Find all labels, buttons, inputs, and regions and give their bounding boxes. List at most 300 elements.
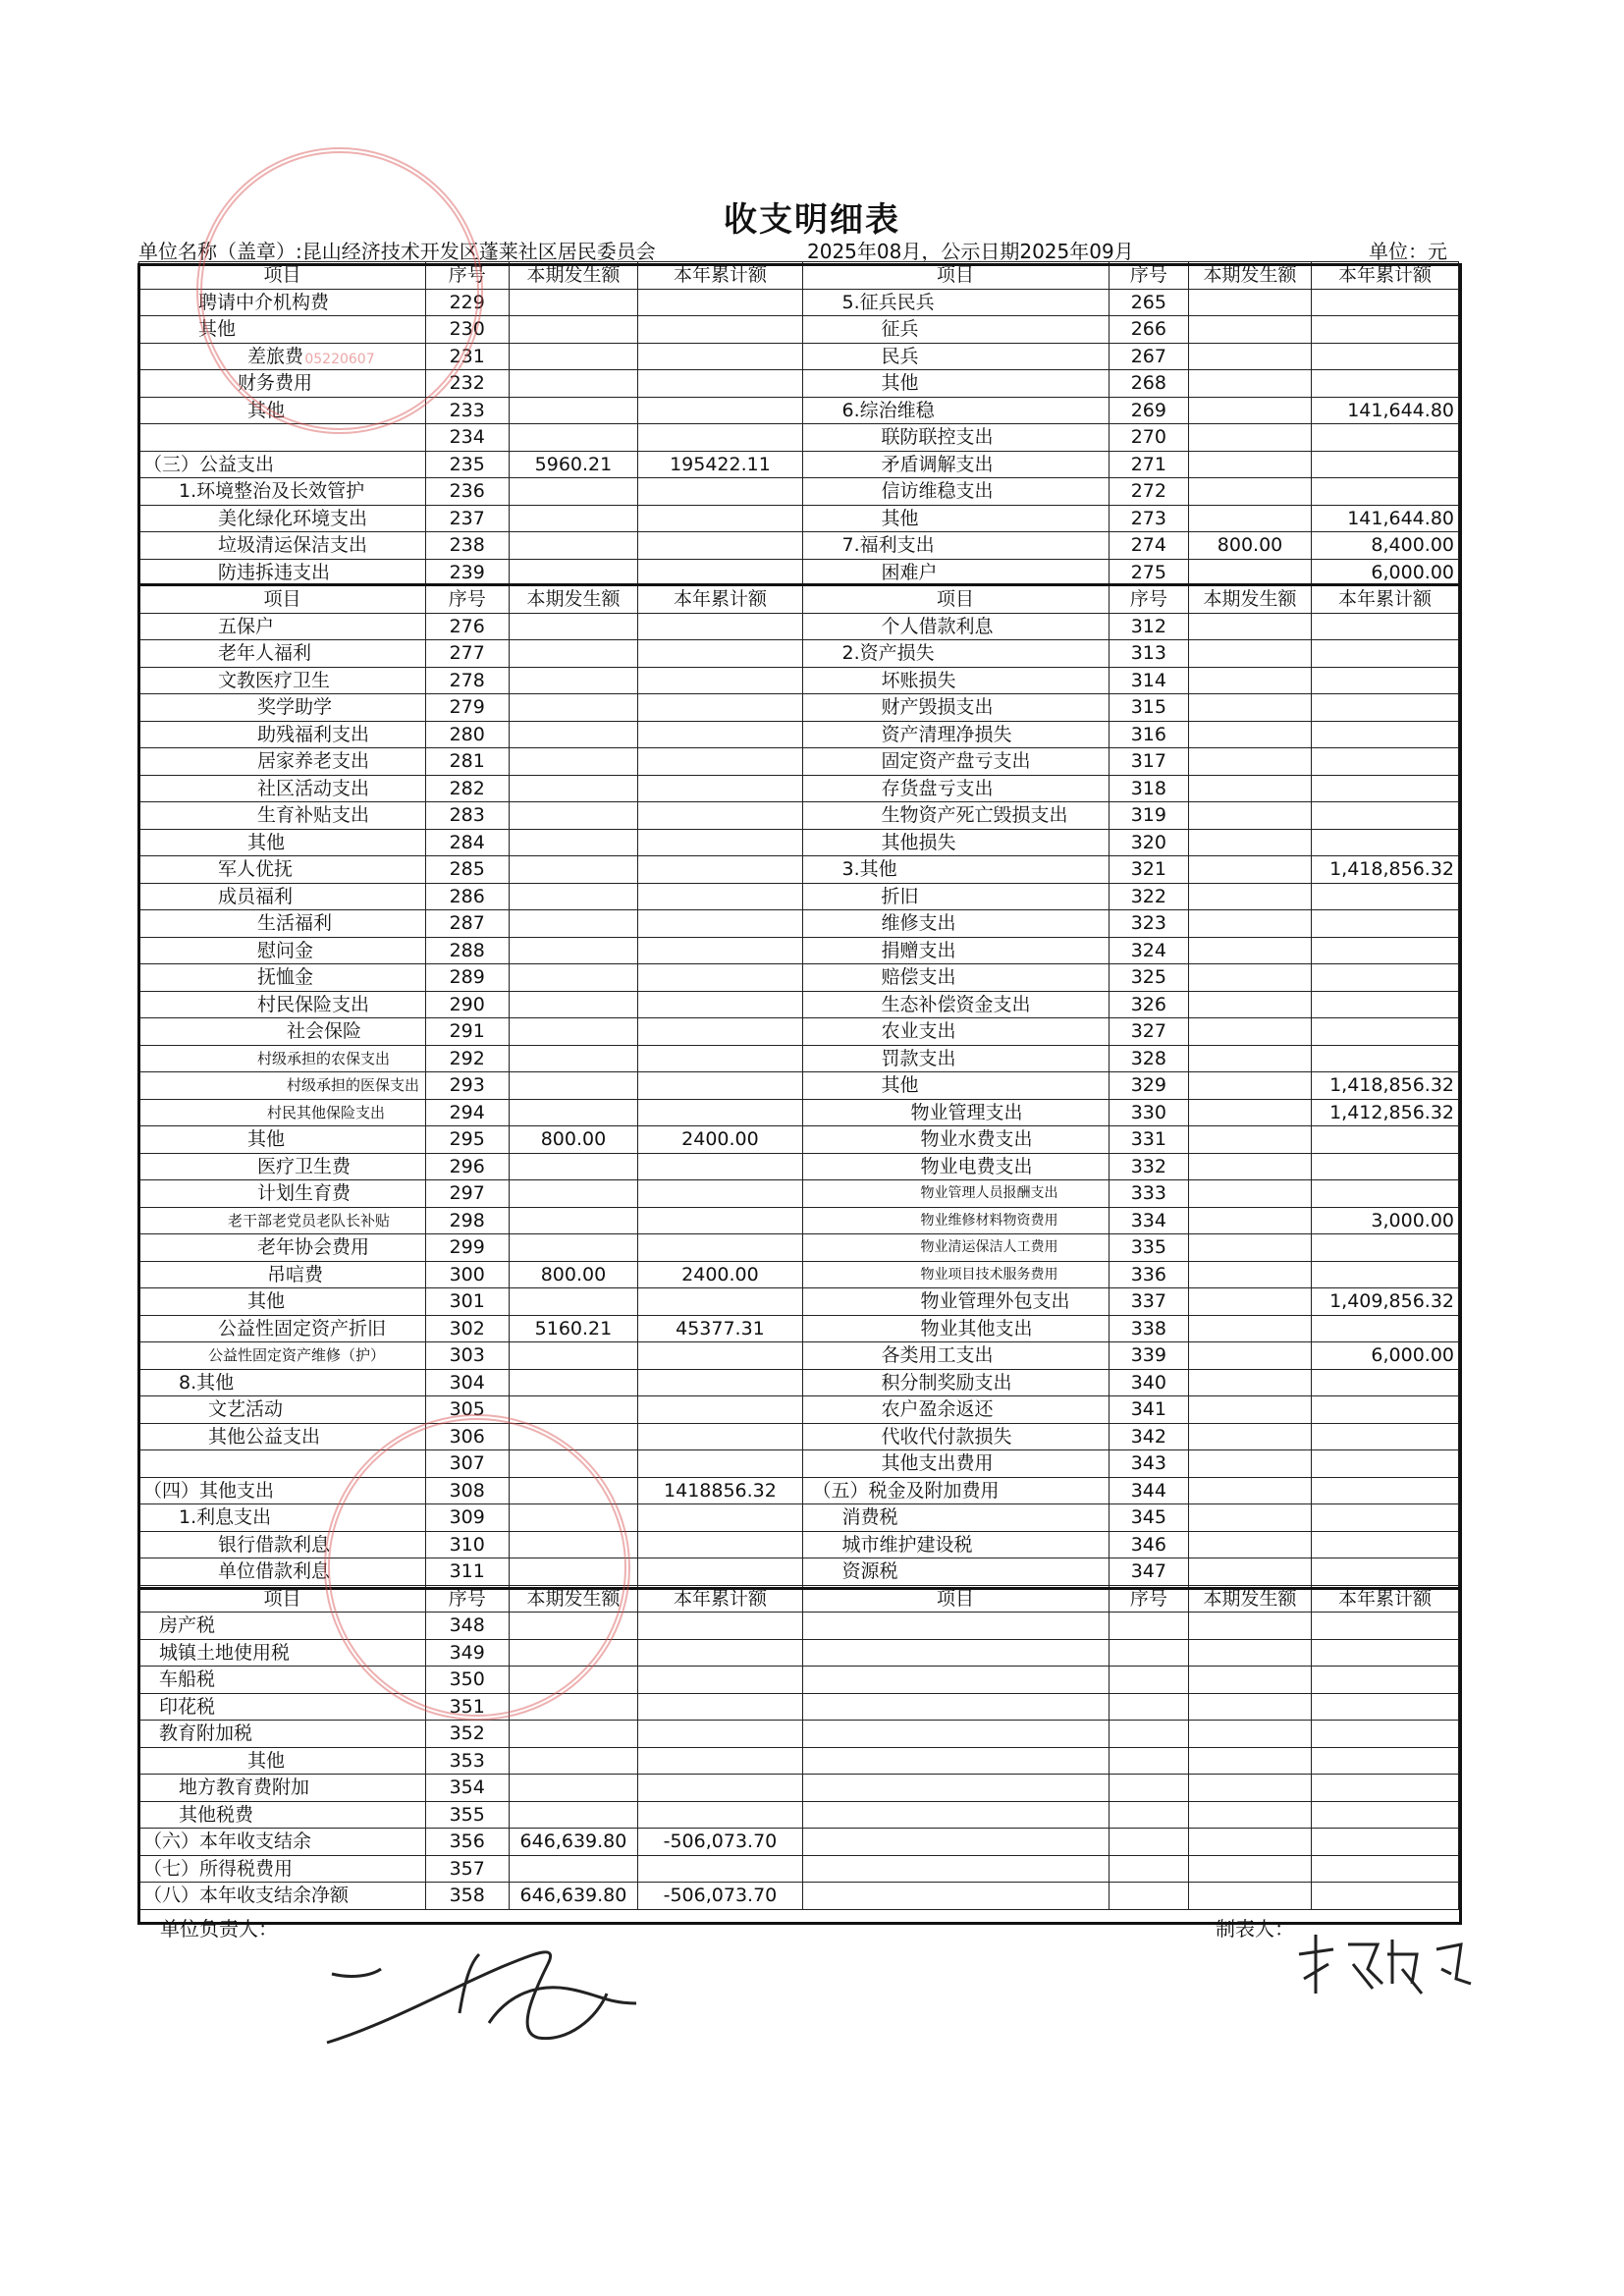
item-name-right: 其他 — [802, 1072, 1109, 1100]
ytd-amount-right — [1311, 1693, 1458, 1721]
item-name-right: 赔偿支出 — [802, 964, 1109, 992]
ytd-amount-right — [1311, 343, 1458, 370]
item-name-right: 固定资产盘亏支出 — [802, 748, 1109, 776]
current-amount-right — [1189, 964, 1312, 992]
item-name: 其他 — [139, 829, 426, 856]
header-cell: 本期发生额 — [509, 586, 638, 614]
item-name: 银行借款利息 — [139, 1531, 426, 1558]
seq-no: 299 — [425, 1234, 509, 1262]
item-name-right: 困难户 — [802, 559, 1109, 586]
ytd-amount: 2400.00 — [638, 1261, 802, 1288]
table-row — [139, 937, 1459, 964]
item-name-right: 财产毁损支出 — [802, 694, 1109, 722]
ytd-amount-right: 8,400.00 — [1311, 532, 1458, 560]
item-name-right — [802, 1693, 1109, 1721]
item-name: 8.其他 — [139, 1369, 426, 1396]
seq-no-right: 314 — [1109, 667, 1189, 694]
seq-no: 291 — [425, 1018, 509, 1046]
seq-no: 236 — [425, 478, 509, 506]
seq-no-right: 315 — [1109, 694, 1189, 722]
ytd-amount-right — [1311, 667, 1458, 694]
seq-no: 301 — [425, 1288, 509, 1316]
seq-no: 290 — [425, 991, 509, 1018]
header-cell: 本期发生额 — [1189, 586, 1312, 614]
current-amount — [509, 1234, 638, 1262]
table-row — [139, 883, 1459, 910]
header-cell: 序号 — [1109, 1585, 1189, 1613]
current-amount-right — [1189, 1531, 1312, 1558]
preparer-label: 制表人： — [1216, 1917, 1294, 1941]
header-cell: 序号 — [1109, 262, 1189, 290]
header-cell: 本年累计额 — [1311, 586, 1458, 614]
ytd-amount-right — [1311, 424, 1458, 452]
current-amount-right — [1189, 1693, 1312, 1721]
ytd-amount-right — [1311, 1775, 1458, 1802]
table-row — [139, 1693, 1459, 1721]
header-cell: 项目 — [139, 1585, 426, 1613]
item-name-right — [802, 1613, 1109, 1640]
ytd-amount — [638, 856, 802, 884]
table-row — [139, 559, 1459, 586]
ytd-amount — [638, 964, 802, 992]
seq-no-right: 272 — [1109, 478, 1189, 506]
item-name-right: 其他支出费用 — [802, 1450, 1109, 1478]
item-name-right: 个人借款利息 — [802, 613, 1109, 640]
current-amount-right — [1189, 1613, 1312, 1640]
seq-no-right: 321 — [1109, 856, 1189, 884]
current-amount — [509, 829, 638, 856]
item-name: 其他税费 — [139, 1801, 426, 1829]
ytd-amount-right — [1311, 1477, 1458, 1504]
seq-no: 234 — [425, 424, 509, 452]
ytd-amount-right — [1311, 1855, 1458, 1883]
item-name-right: 2.资产损失 — [802, 640, 1109, 668]
current-amount — [509, 748, 638, 776]
seq-no: 354 — [425, 1775, 509, 1802]
current-amount-right — [1189, 1423, 1312, 1450]
seq-no-right: 318 — [1109, 775, 1189, 802]
table-row — [139, 964, 1459, 992]
current-amount-right — [1189, 1667, 1312, 1694]
seq-no: 280 — [425, 721, 509, 748]
ytd-amount — [638, 829, 802, 856]
current-amount-right — [1189, 1747, 1312, 1775]
current-amount-right — [1189, 505, 1312, 532]
seq-no: 235 — [425, 451, 509, 478]
ytd-amount: 2400.00 — [638, 1126, 802, 1154]
statement-table — [138, 261, 1459, 1910]
seq-no: 308 — [425, 1477, 509, 1504]
current-amount — [509, 1369, 638, 1396]
current-amount-right — [1189, 1342, 1312, 1370]
seq-no: 287 — [425, 910, 509, 938]
seq-no: 357 — [425, 1855, 509, 1883]
item-name-right — [802, 1639, 1109, 1667]
current-amount-right — [1189, 721, 1312, 748]
ytd-amount — [638, 424, 802, 452]
table-row — [139, 1639, 1459, 1667]
table-row — [139, 1180, 1459, 1208]
table-row — [139, 505, 1459, 532]
item-name: 计划生育费 — [139, 1180, 426, 1208]
current-amount-right — [1189, 1775, 1312, 1802]
seq-no: 285 — [425, 856, 509, 884]
seq-no-right: 329 — [1109, 1072, 1189, 1100]
current-amount — [509, 667, 638, 694]
table-row — [139, 856, 1459, 884]
ytd-amount-right — [1311, 1829, 1458, 1856]
item-name-right: 积分制奖励支出 — [802, 1369, 1109, 1396]
seq-no-right: 316 — [1109, 721, 1189, 748]
item-name: 1.环境整治及长效管护 — [139, 478, 426, 506]
seq-no: 293 — [425, 1072, 509, 1100]
ytd-amount — [638, 1721, 802, 1748]
current-amount: 5160.21 — [509, 1315, 638, 1342]
ytd-amount — [638, 1207, 802, 1234]
table-row — [139, 640, 1459, 668]
current-amount-right — [1189, 1721, 1312, 1748]
current-amount-right — [1189, 289, 1312, 316]
item-name: 垃圾清运保洁支出 — [139, 532, 426, 560]
header-cell: 序号 — [425, 586, 509, 614]
seq-no: 356 — [425, 1829, 509, 1856]
ytd-amount-right — [1311, 802, 1458, 830]
ytd-amount — [638, 1558, 802, 1586]
table-row — [139, 1721, 1459, 1748]
ytd-amount-right — [1311, 1639, 1458, 1667]
ytd-amount — [638, 1531, 802, 1558]
seq-no-right — [1109, 1613, 1189, 1640]
seq-no-right: 347 — [1109, 1558, 1189, 1586]
item-name: 村民保险支出 — [139, 991, 426, 1018]
seq-no: 358 — [425, 1883, 509, 1910]
table-row — [139, 1369, 1459, 1396]
item-name-right: 维修支出 — [802, 910, 1109, 938]
item-name-right: 坏账损失 — [802, 667, 1109, 694]
seq-no: 349 — [425, 1639, 509, 1667]
ytd-amount-right: 141,644.80 — [1311, 397, 1458, 424]
seq-no: 238 — [425, 532, 509, 560]
seq-no-right — [1109, 1775, 1189, 1802]
preparer-signature — [1294, 1925, 1490, 2003]
current-amount: 800.00 — [509, 1126, 638, 1154]
ytd-amount-right: 141,644.80 — [1311, 505, 1458, 532]
seq-no-right: 340 — [1109, 1369, 1189, 1396]
seq-no-right: 313 — [1109, 640, 1189, 668]
item-name: 文艺活动 — [139, 1396, 426, 1424]
seq-no: 230 — [425, 316, 509, 344]
item-name-right: （五）税金及附加费用 — [802, 1477, 1109, 1504]
item-name: 印花税 — [139, 1693, 426, 1721]
seq-no-right — [1109, 1883, 1189, 1910]
header-cell: 本年累计额 — [638, 1585, 802, 1613]
official-seal-bottom — [324, 1414, 630, 1721]
item-name: 其他 — [139, 1288, 426, 1316]
current-amount-right — [1189, 1504, 1312, 1532]
header-cell: 本年累计额 — [1311, 1585, 1458, 1613]
seq-no: 303 — [425, 1342, 509, 1370]
item-name: 老年协会费用 — [139, 1234, 426, 1262]
current-amount-right — [1189, 667, 1312, 694]
seq-no: 311 — [425, 1558, 509, 1586]
ytd-amount — [638, 721, 802, 748]
ytd-amount-right — [1311, 1018, 1458, 1046]
seq-no: 300 — [425, 1261, 509, 1288]
current-amount — [509, 964, 638, 992]
seq-no-right — [1109, 1855, 1189, 1883]
table-row — [139, 802, 1459, 830]
item-name: 其他 — [139, 397, 426, 424]
ytd-amount-right — [1311, 451, 1458, 478]
current-amount-right — [1189, 1288, 1312, 1316]
current-amount-right — [1189, 910, 1312, 938]
current-amount — [509, 1207, 638, 1234]
ytd-amount-right — [1311, 1315, 1458, 1342]
ytd-amount — [638, 910, 802, 938]
seq-no-right: 331 — [1109, 1126, 1189, 1154]
item-name-right: 生态补偿资金支出 — [802, 991, 1109, 1018]
ytd-amount-right — [1311, 1126, 1458, 1154]
current-amount-right — [1189, 1801, 1312, 1829]
item-name-right: 各类用工支出 — [802, 1342, 1109, 1370]
item-name: 美化绿化环境支出 — [139, 505, 426, 532]
ytd-amount — [638, 613, 802, 640]
ytd-amount-right — [1311, 1613, 1458, 1640]
current-amount — [509, 1045, 638, 1072]
current-amount-right — [1189, 856, 1312, 884]
current-amount — [509, 397, 638, 424]
ytd-amount — [638, 1855, 802, 1883]
item-name-right: 物业管理人员报酬支出 — [802, 1180, 1109, 1208]
seq-no-right: 271 — [1109, 451, 1189, 478]
current-amount — [509, 1775, 638, 1802]
page-title: 收支明细表 — [724, 200, 900, 240]
item-name: 助残福利支出 — [139, 721, 426, 748]
current-amount-right — [1189, 1126, 1312, 1154]
period: 2025年08月，公示日期2025年09月 — [807, 240, 1134, 263]
ytd-amount-right — [1311, 991, 1458, 1018]
seq-no: 296 — [425, 1153, 509, 1180]
ytd-amount-right — [1311, 1045, 1458, 1072]
header-cell: 本期发生额 — [509, 1585, 638, 1613]
current-amount: 646,639.80 — [509, 1883, 638, 1910]
current-amount — [509, 1342, 638, 1370]
item-name-right: 城市维护建设税 — [802, 1531, 1109, 1558]
ytd-amount-right — [1311, 1153, 1458, 1180]
seq-no: 292 — [425, 1045, 509, 1072]
item-name: 财务费用 — [139, 370, 426, 398]
table-row — [139, 1288, 1459, 1316]
header-cell: 项目 — [802, 262, 1109, 290]
current-amount-right — [1189, 1883, 1312, 1910]
seq-no-right: 344 — [1109, 1477, 1189, 1504]
seq-no: 353 — [425, 1747, 509, 1775]
item-name: 公益性固定资产折旧 — [139, 1315, 426, 1342]
table-row — [139, 1775, 1459, 1802]
ytd-amount-right — [1311, 1504, 1458, 1532]
current-amount — [509, 505, 638, 532]
ytd-amount — [638, 505, 802, 532]
ytd-amount — [638, 937, 802, 964]
ytd-amount — [638, 1504, 802, 1532]
table-row — [139, 1207, 1459, 1234]
seq-no-right: 273 — [1109, 505, 1189, 532]
seq-no-right: 317 — [1109, 748, 1189, 776]
current-amount-right — [1189, 1369, 1312, 1396]
current-amount-right — [1189, 748, 1312, 776]
ytd-amount — [638, 478, 802, 506]
ytd-amount — [638, 667, 802, 694]
ytd-amount — [638, 991, 802, 1018]
table-row — [139, 991, 1459, 1018]
current-amount-right — [1189, 1153, 1312, 1180]
seq-no: 350 — [425, 1667, 509, 1694]
current-amount-right — [1189, 1180, 1312, 1208]
seq-no-right — [1109, 1667, 1189, 1694]
current-amount-right — [1189, 802, 1312, 830]
official-seal-top — [196, 147, 483, 434]
ytd-amount — [638, 1099, 802, 1126]
ytd-amount-right — [1311, 910, 1458, 938]
seq-no: 298 — [425, 1207, 509, 1234]
seq-no-right: 322 — [1109, 883, 1189, 910]
seq-no-right: 269 — [1109, 397, 1189, 424]
item-name-right: 信访维稳支出 — [802, 478, 1109, 506]
table-row — [139, 1153, 1459, 1180]
table-row — [139, 667, 1459, 694]
current-amount-right — [1189, 991, 1312, 1018]
seq-no-right: 326 — [1109, 991, 1189, 1018]
item-name: （六）本年收支结余 — [139, 1829, 426, 1856]
seq-no: 294 — [425, 1099, 509, 1126]
ytd-amount-right: 1,409,856.32 — [1311, 1288, 1458, 1316]
seq-no: 277 — [425, 640, 509, 668]
item-name: （四）其他支出 — [139, 1477, 426, 1504]
seq-no: 279 — [425, 694, 509, 722]
table-row — [139, 829, 1459, 856]
current-amount — [509, 856, 638, 884]
seq-no-right: 275 — [1109, 559, 1189, 586]
current-amount — [509, 424, 638, 452]
item-name-right: 3.其他 — [802, 856, 1109, 884]
item-name: 村级承担的农保支出 — [139, 1045, 426, 1072]
seq-no-right: 337 — [1109, 1288, 1189, 1316]
seq-no-right — [1109, 1801, 1189, 1829]
table-row — [139, 1829, 1459, 1856]
current-amount — [509, 532, 638, 560]
seq-no-right: 266 — [1109, 316, 1189, 344]
current-amount-right — [1189, 1234, 1312, 1262]
seq-no-right — [1109, 1747, 1189, 1775]
seq-no: 281 — [425, 748, 509, 776]
item-name: 老年人福利 — [139, 640, 426, 668]
ytd-amount: -506,073.70 — [638, 1883, 802, 1910]
ytd-amount-right — [1311, 1801, 1458, 1829]
item-name: 教育附加税 — [139, 1721, 426, 1748]
current-amount-right — [1189, 397, 1312, 424]
item-name-right: 生物资产死亡毁损支出 — [802, 802, 1109, 830]
seq-no: 231 — [425, 343, 509, 370]
ytd-amount-right — [1311, 1180, 1458, 1208]
seq-no-right: 334 — [1109, 1207, 1189, 1234]
current-amount — [509, 910, 638, 938]
ytd-amount-right — [1311, 370, 1458, 398]
current-amount-right — [1189, 343, 1312, 370]
seq-no: 239 — [425, 559, 509, 586]
item-name: 五保户 — [139, 613, 426, 640]
table-row — [139, 1747, 1459, 1775]
ytd-amount-right — [1311, 613, 1458, 640]
table-row — [139, 1423, 1459, 1450]
item-name: 车船税 — [139, 1667, 426, 1694]
ytd-amount — [638, 1153, 802, 1180]
seq-no: 306 — [425, 1423, 509, 1450]
leader-signature — [312, 1925, 666, 2062]
item-name: 公益性固定资产维修（护） — [139, 1342, 426, 1370]
current-amount: 646,639.80 — [509, 1829, 638, 1856]
table-row — [139, 1396, 1459, 1424]
ytd-amount-right — [1311, 748, 1458, 776]
item-name-right: 其他 — [802, 370, 1109, 398]
seq-no: 348 — [425, 1613, 509, 1640]
seq-no: 310 — [425, 1531, 509, 1558]
ytd-amount-right — [1311, 1396, 1458, 1424]
ytd-amount — [638, 343, 802, 370]
ytd-amount — [638, 1180, 802, 1208]
current-amount-right — [1189, 1450, 1312, 1478]
ytd-amount — [638, 1613, 802, 1640]
ytd-amount-right: 3,000.00 — [1311, 1207, 1458, 1234]
seq-no-right: 328 — [1109, 1045, 1189, 1072]
current-amount-right — [1189, 451, 1312, 478]
current-amount — [509, 802, 638, 830]
ytd-amount-right — [1311, 1450, 1458, 1478]
current-amount — [509, 775, 638, 802]
table-row — [139, 1261, 1459, 1288]
ytd-amount — [638, 802, 802, 830]
ytd-amount-right — [1311, 1883, 1458, 1910]
item-name-right: 物业水费支出 — [802, 1126, 1109, 1154]
seq-no-right: 338 — [1109, 1315, 1189, 1342]
current-amount-right — [1189, 1072, 1312, 1100]
header-cell: 序号 — [425, 262, 509, 290]
table-row — [139, 1315, 1459, 1342]
item-name: 慰问金 — [139, 937, 426, 964]
item-name-right: 矛盾调解支出 — [802, 451, 1109, 478]
item-name: 村级承担的医保支出 — [139, 1072, 426, 1100]
ytd-amount-right: 6,000.00 — [1311, 559, 1458, 586]
table-row — [139, 1801, 1459, 1829]
current-amount — [509, 370, 638, 398]
current-amount-right — [1189, 1396, 1312, 1424]
current-amount: 5960.21 — [509, 451, 638, 478]
seq-no: 232 — [425, 370, 509, 398]
item-name: 军人优抚 — [139, 856, 426, 884]
current-amount-right — [1189, 640, 1312, 668]
current-amount — [509, 478, 638, 506]
seq-no: 233 — [425, 397, 509, 424]
item-name-right — [802, 1775, 1109, 1802]
current-amount-right — [1189, 424, 1312, 452]
current-amount-right — [1189, 1558, 1312, 1586]
ytd-amount-right — [1311, 1261, 1458, 1288]
item-name-right: 物业其他支出 — [802, 1315, 1109, 1342]
seq-no-right: 335 — [1109, 1234, 1189, 1262]
item-name-right: 其他损失 — [802, 829, 1109, 856]
ytd-amount — [638, 748, 802, 776]
table-row — [139, 1450, 1459, 1478]
item-name: 社区活动支出 — [139, 775, 426, 802]
